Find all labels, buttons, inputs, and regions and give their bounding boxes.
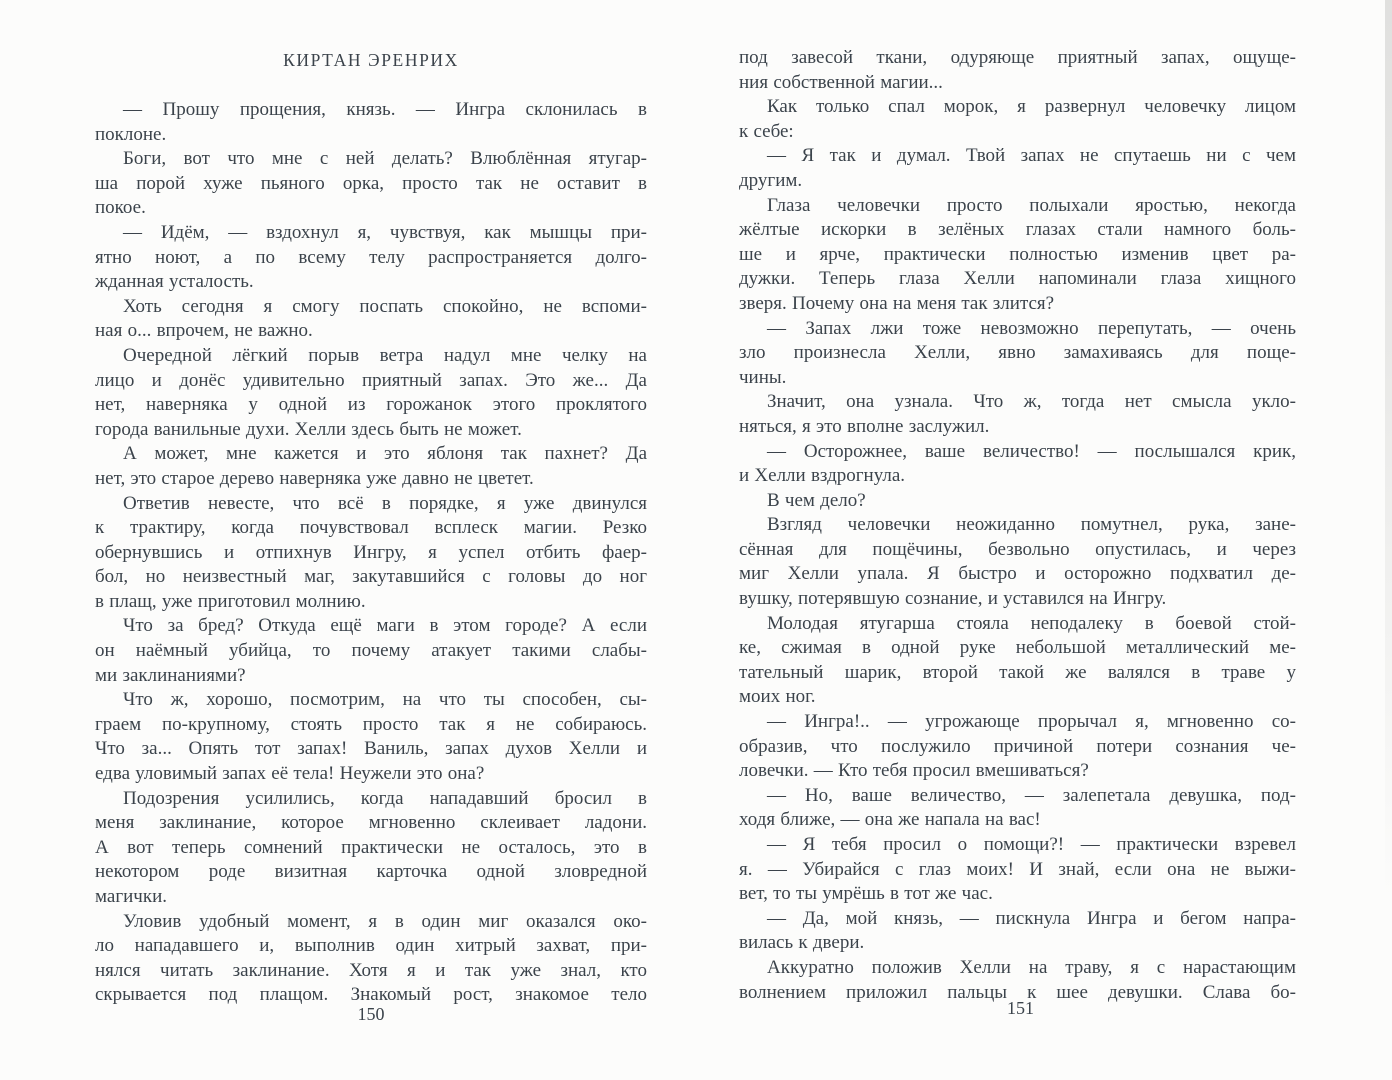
text-line: Подозрения усилились, когда нападавший бросил в bbox=[123, 787, 647, 809]
text-line: вушку, потерявшую сознание, и уставился на Ингру. bbox=[739, 588, 1167, 610]
text-line: дужки. Теперь глаза Хелли напоминали глаза хищного bbox=[739, 268, 1296, 290]
text-line: жёлтые искорки в зелёных глазах стали намного боль- bbox=[739, 219, 1296, 241]
text-line: Молодая ятугарша стояла неподалеку в боевой стой- bbox=[767, 612, 1296, 634]
right-page-body bbox=[739, 46, 1296, 1005]
text-line: Глаза человечки просто полыхали яростью, некогда bbox=[767, 194, 1296, 216]
text-line: нет, наверняка у одной из горожанок этого проклятого bbox=[95, 394, 647, 416]
text-line: под завесой ткани, одуряюще приятный запах, ощуще- bbox=[739, 47, 1296, 68]
text-line: волнением приложил пальцы к шее девушки. Слава бо- bbox=[739, 981, 1296, 1003]
text-line: едва уловимый запах её тела! Неужели это она? bbox=[95, 763, 485, 785]
text-line: обернувшись и отпихнув Ингру, я успел отбить фаер- bbox=[95, 541, 647, 563]
text-line: жданная усталость. bbox=[95, 271, 254, 293]
text-line: Уловив удобный момент, я в один миг оказался око- bbox=[123, 910, 647, 932]
text-line: лицо и донёс удивительно приятный запах. Это же... Да bbox=[95, 369, 647, 391]
text-line: и Хелли вздрогнула. bbox=[739, 465, 906, 487]
text-line: ке, сжимая в одной руке небольшой металлический ме- bbox=[739, 637, 1296, 659]
text-line: В чем дело? bbox=[767, 489, 866, 511]
text-line: нялся читать заклинание. Хотя я и так уже знал, кто bbox=[95, 959, 647, 981]
text-line: поклоне. bbox=[95, 123, 167, 145]
text-line: — Прошу прощения, князь. — Ингра склонилась в bbox=[123, 99, 647, 120]
left-page-body bbox=[95, 98, 647, 1008]
text-line: Как только спал морок, я развернул человечку лицом bbox=[767, 96, 1296, 118]
text-line: тательный шарик, второй такой же валялся в траве у bbox=[739, 661, 1296, 683]
text-line: — Я тебя просил о помощи?! — практически взревел bbox=[767, 834, 1296, 855]
text-line: А может, мне кажется и это яблоня так пахнет? Да bbox=[123, 443, 647, 465]
text-line: миг Хелли упала. Я быстро и осторожно подхватил де- bbox=[739, 563, 1296, 585]
text-line: Что за бред? Откуда ещё маги в этом городе? А если bbox=[123, 615, 647, 637]
text-line: ло нападавшего и, выполнив один хитрый захват, при- bbox=[95, 935, 647, 957]
text-line: бол, но неизвестный маг, закутавшийся с головы до ног bbox=[95, 566, 647, 588]
text-line: ше и ярче, практически полностью изменив цвет ра- bbox=[739, 243, 1296, 265]
running-header: КИРТАН ЭРЕНРИХ bbox=[283, 50, 459, 70]
text-line: вет, то ты умрёшь в тот же час. bbox=[739, 883, 993, 905]
text-line: Аккуратно положив Хелли на траву, я с нарастающим bbox=[767, 956, 1296, 978]
text-line: скрывается под плащом. Знакомый рост, знакомое тело bbox=[95, 984, 647, 1006]
text-line: меня заклинание, которое мгновенно склеивает ладони. bbox=[95, 812, 647, 834]
text-line: — Осторожнее, ваше величество! — послышался крик, bbox=[767, 440, 1296, 462]
text-line: некотором роде визитная карточка одной зловредной bbox=[95, 861, 647, 883]
text-line: ловечки. — Кто тебя просил вмешиваться? bbox=[739, 760, 1089, 782]
text-line: — Да, мой князь, — пискнула Ингра и бегом напра- bbox=[767, 907, 1296, 929]
text-line: — Я так и думал. Твой запах не спутаешь ни с чем bbox=[767, 145, 1296, 167]
text-line: ятно ноют, а по всему телу распространяется долго- bbox=[95, 246, 647, 268]
text-line: я. — Убирайся с глаз моих! И знай, если она не выжи- bbox=[739, 858, 1296, 880]
text-line: няться, я это вполне заслужил. bbox=[739, 415, 990, 437]
text-line: — Запах лжи тоже невозможно перепутать, — очень bbox=[767, 317, 1296, 339]
page-number-left: 150 bbox=[357, 1004, 385, 1024]
text-line: он наёмный убийца, то почему атакует такими слабы- bbox=[95, 640, 647, 662]
text-line: покое. bbox=[95, 197, 146, 219]
text-line: зверя. Почему она на меня так злится? bbox=[739, 292, 1055, 314]
text-line: Что ж, хорошо, посмотрим, на что ты способен, сы- bbox=[123, 689, 647, 711]
text-line: к трактиру, когда почувствовал всплеск магии. Резко bbox=[95, 517, 647, 539]
text-line: сённая для пощёчины, безвольно опустилась, и через bbox=[739, 538, 1296, 560]
text-line: ния собственной магии... bbox=[739, 71, 943, 93]
text-line: моих ног. bbox=[739, 686, 816, 708]
text-line: вилась к двери. bbox=[739, 932, 865, 954]
text-line: — Ингра!.. — угрожающе прорычал я, мгновенно со- bbox=[767, 711, 1296, 733]
text-line: Боги, вот что мне с ней делать? Влюблённая ятугар- bbox=[123, 148, 647, 170]
text-line: ходя ближе, — она же напала на вас! bbox=[739, 809, 1041, 831]
text-line: А вот теперь сомнений практически не осталось, это в bbox=[95, 836, 647, 858]
page-number-right: 151 bbox=[1007, 998, 1034, 1018]
text-line: Ответив невесте, что всё в порядке, я уже двинулся bbox=[123, 492, 647, 514]
text-line: граем по-крупному, стоять просто так я не собираюсь. bbox=[95, 713, 647, 735]
text-line: города ванильные духи. Хелли здесь быть не может. bbox=[95, 418, 522, 440]
text-line: чины. bbox=[739, 366, 787, 388]
text-line: в плащ, уже приготовил молнию. bbox=[95, 590, 366, 612]
text-line: ша порой хуже пьяного орка, просто так не оставит в bbox=[95, 172, 647, 194]
text-line: ная о... впрочем, не важно. bbox=[95, 320, 313, 342]
text-line: — Идём, — вздохнул я, чувствуя, как мышцы при- bbox=[123, 221, 647, 243]
text-line: образив, что послужило причиной потери сознания че- bbox=[739, 735, 1296, 757]
text-line: Что за... Опять тот запах! Ваниль, запах духов Хелли и bbox=[95, 738, 647, 760]
text-line: к себе: bbox=[739, 120, 794, 142]
text-line: Хоть сегодня я смогу поспать спокойно, не вспоми- bbox=[123, 295, 647, 317]
text-line: Очередной лёгкий порыв ветра надул мне челку на bbox=[123, 344, 647, 366]
text-line: зло произнесла Хелли, явно замахиваясь для поще- bbox=[739, 342, 1296, 364]
text-line: нет, это старое дерево наверняка уже давно не цветет. bbox=[95, 467, 534, 489]
text-line: Взгляд человечки неожиданно помутнел, рука, зане- bbox=[767, 514, 1296, 536]
text-line: — Но, ваше величество, — залепетала девушка, под- bbox=[767, 784, 1296, 806]
scan-edge-shadow bbox=[1385, 0, 1392, 900]
text-line: другим. bbox=[739, 169, 803, 191]
text-line: ми заклинаниями? bbox=[95, 664, 246, 686]
text-line: магички. bbox=[95, 886, 167, 907]
text-line: Значит, она узнала. Что ж, тогда нет смысла укло- bbox=[767, 391, 1296, 413]
